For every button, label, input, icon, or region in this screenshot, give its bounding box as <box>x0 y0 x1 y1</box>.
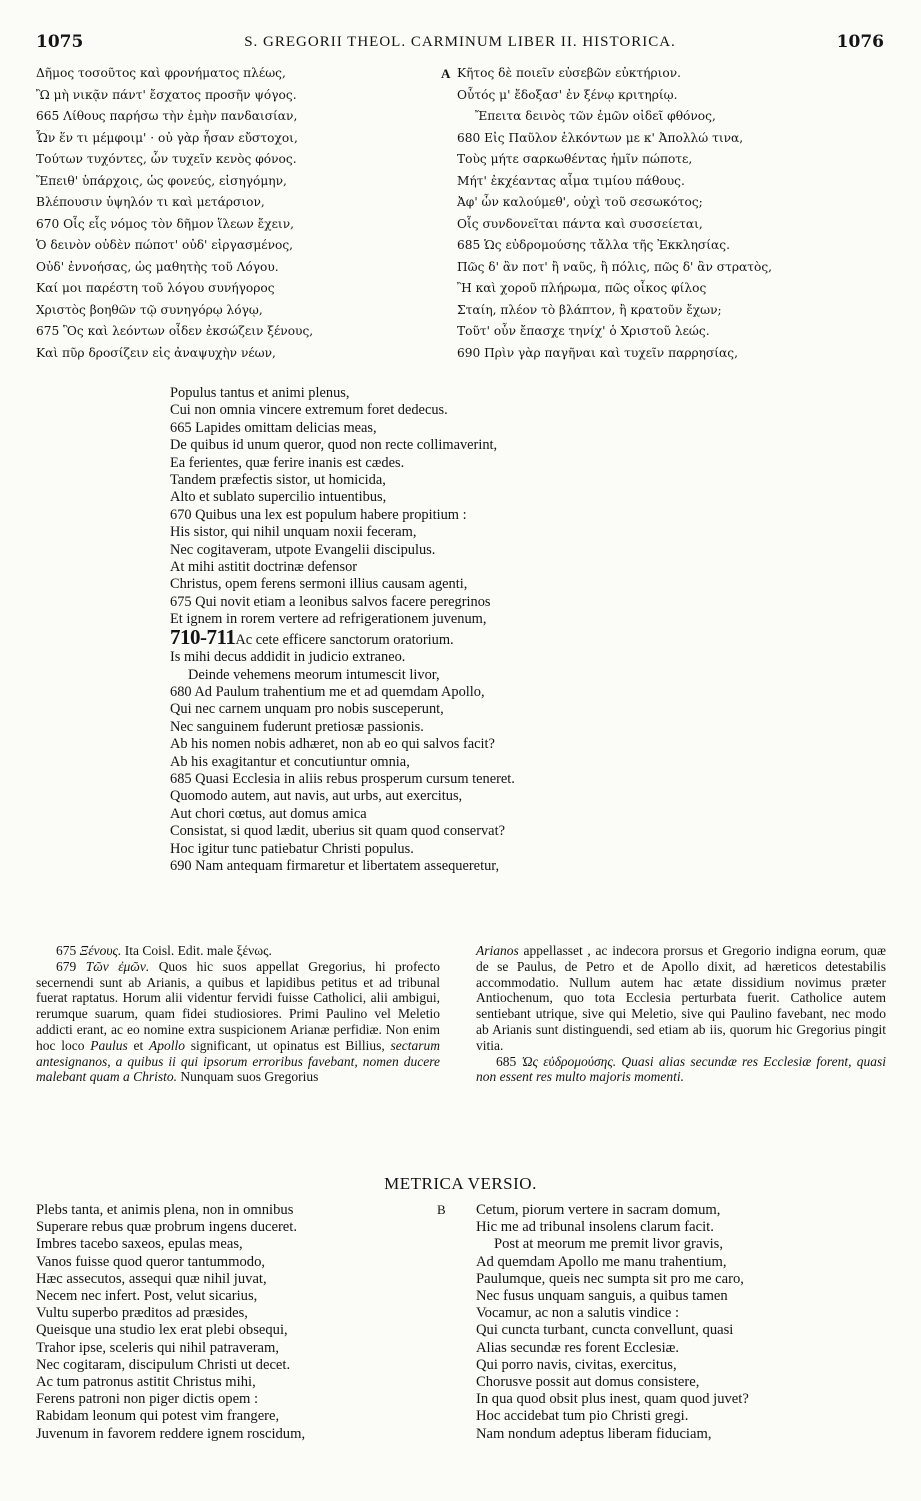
latin-line: Nec sanguinem fuderunt pretiosæ passionis. <box>170 718 424 735</box>
verse-line: Necem nec infert. Post, velut sicarius, <box>36 1288 258 1305</box>
verse-line: Qui cuncta turbant, cuncta convellunt, quasi <box>476 1322 734 1339</box>
latin-line: Consistat, si quod lædit, uberius sit quam quod conservat? <box>170 823 505 840</box>
greek-line: 665 Λίθους παρήσω τὴν ἐμὴν πανδαισίαν, <box>36 109 298 123</box>
latin-line: Is mihi decus addidit in judicio extraneo. <box>170 649 406 666</box>
verse-line: Chorusve possit aut domus consistere, <box>476 1374 700 1391</box>
latin-line: 675 Qui novit etiam a leonibus salvos facere peregrinos <box>170 593 491 610</box>
latin-line: Christus, opem ferens sermoni illius causam agenti, <box>170 576 468 593</box>
latin-line: Hoc igitur tunc patiebatur Christi populus. <box>170 840 414 857</box>
greek-line: Τοὺς μήτε σαρκωθέντας ἡμῖν πώποτε, <box>457 152 693 166</box>
verse-line: Ad quemdam Apollo me manu trahentium, <box>476 1253 727 1270</box>
greek-line: Βλέπουσιν ὑψηλόν τι καὶ μετάρσιον, <box>36 195 265 209</box>
verse-line: Post at meorum me premit livor gravis, <box>494 1236 724 1253</box>
verse-line: Plebs tanta, et animis plena, non in omnibus <box>36 1202 294 1218</box>
greek-line: Μήτ' ἐκχέαντας αἷμα τιμίου πάθους. <box>457 173 685 188</box>
latin-line: 680 Ad Paulum trahentium me et ad quemdam Apollo, <box>170 683 485 700</box>
latin-line: Tandem præfectis sistor, ut homicida, <box>170 472 386 489</box>
verse-line: Cetum, piorum vertere in sacram domum, <box>476 1202 721 1218</box>
greek-line: 690 Πρὶν γὰρ παγῆναι καὶ τυχεῖν παρρησίας, <box>457 345 738 360</box>
section-title-metrica-versio: METRICA VERSIO. <box>384 1174 537 1193</box>
greek-line: Οὐδ' ἐννοήσας, ὡς μαθητὴς τοῦ Λόγου. <box>36 259 279 274</box>
verse-line: Qui porro navis, civitas, exercitus, <box>476 1356 677 1373</box>
verse-line: Hic me ad tribunal insolens clarum facit. <box>476 1219 714 1236</box>
latin-line: Populus tantus et animi plenus, <box>170 385 350 401</box>
greek-text-left-column <box>36 63 313 364</box>
verse-line: Vultu superbo præditos ad præsides, <box>36 1305 248 1322</box>
greek-line: Καί μοι παρέστη τοῦ λόγου συνήγορος <box>36 281 275 295</box>
greek-line: Ἔπειτα δεινὸς τῶν ἐμῶν οἰδεῖ φθόνος, <box>475 109 716 123</box>
margin-letter-a: A <box>441 66 451 81</box>
latin-line: 670 Quibus una lex est populum habere propitium : <box>170 506 467 523</box>
latin-line: Qui nec carnem unquam pro nobis susceperunt, <box>170 701 444 718</box>
verse-line: Vanos fuisse quod queror tantummodo, <box>36 1253 266 1270</box>
greek-line: Τούτων τυχόντες, ὧν τυχεῖν κενὸς φόνος. <box>36 152 297 166</box>
latin-line: At mihi astitit doctrinæ defensor <box>170 559 358 576</box>
page-number-left: 1075 <box>36 32 84 52</box>
verse-line: Imbres tacebo saxeos, epulas meas, <box>36 1236 243 1253</box>
verse-line: Queisque una studio lex erat plebi obsequi, <box>36 1322 288 1339</box>
greek-line: 675 Ὃς καὶ λεόντων οἶδεν ἐκσώζειν ξένους, <box>36 324 314 338</box>
verse-line: Hæc assecutos, assequi quæ nihil juvat, <box>36 1270 267 1287</box>
latin-line: His sistor, qui nihil unquam noxii feceram, <box>170 524 417 541</box>
greek-line: 685 Ὡς εὐδρομούσης τἄλλα τῆς Ἐκκλησίας. <box>457 238 730 252</box>
greek-line: Καὶ πῦρ δροσίζειν εἰς ἀναψυχὴν νέων, <box>36 345 276 360</box>
latin-line-with-column-number <box>170 624 515 649</box>
verse-line: Paulumque, queis nec sumpta sit pro me caro, <box>476 1270 744 1287</box>
latin-line: Cui non omnia vincere extremum foret dedecus. <box>170 402 448 419</box>
latin-line: 690 Nam antequam firmaretur et libertatem assequeretur, <box>170 857 500 874</box>
verse-line: Rabidam leonum qui potest vim frangere, <box>36 1408 280 1425</box>
greek-line: Ἔπειθ' ὑπάρχοις, ὡς φονεύς, εἰσηγόμην, <box>36 173 287 188</box>
verse-line: Alias secundæ res forent Ecclesiæ. <box>476 1339 680 1356</box>
running-title: S. GREGORII THEOL. CARMINUM LIBER II. HISTORICA. <box>244 34 676 50</box>
latin-line: Ab his nomen nobis adhæret, non ab eo qui salvos facit? <box>170 736 495 753</box>
greek-line: 670 Οἷς εἷς νόμος τὸν δῆμον ἵλεων ἔχειν, <box>36 216 294 231</box>
greek-line: Οἷς συνδονεῖται πάντα καὶ συσσείεται, <box>457 216 703 231</box>
greek-line: Δῆμος τοσοῦτος καὶ φρονήματος πλέως, <box>36 66 286 80</box>
latin-line: Ab his exagitantur et concutiuntur omnia, <box>170 753 410 770</box>
latin-line: Et ignem in rorem vertere ad refrigerationem juvenum, <box>170 611 487 628</box>
greek-line: Οὗτός μ' ἔδοξασ' ἐν ξένῳ κριτηρίῳ. <box>457 87 678 102</box>
greek-line: Ἢ καὶ χοροῦ πλήρωμα, πῶς οἶκος φίλος <box>457 281 707 295</box>
latin-line: Aut chori cœtus, aut domus amica <box>170 805 367 822</box>
latin-translation <box>170 385 515 875</box>
greek-line: Ὧν ἕν τι μέμφοιμ' · οὐ γὰρ ἦσαν εὔστοχοι, <box>36 130 298 145</box>
latin-line: Quomodo autem, aut navis, aut urbs, aut exercitus, <box>170 788 463 805</box>
latin-line: Ac cete efficere sanctorum oratorium. <box>235 631 454 648</box>
footnotes-left-column <box>36 943 440 1085</box>
page-number-right: 1076 <box>836 32 884 52</box>
verse-line: Nam nondum adeptus liberam fiduciam, <box>476 1425 712 1442</box>
latin-line: Alto et sublato supercilio intuentibus, <box>170 489 387 506</box>
greek-line: Σταίη, πλέον τὸ βλάπτον, ἢ κρατοῦν ἔχων; <box>457 302 722 317</box>
latin-line: De quibus id unum queror, quod non recte collimaverint, <box>170 437 498 454</box>
latin-line: Ea ferientes, quæ ferire inanis est cædes. <box>170 454 405 471</box>
verse-line: In qua quod obsit plus inest, quam quod juvet? <box>476 1391 749 1408</box>
metrical-version-left-column <box>36 1202 305 1443</box>
greek-line: 680 Εἰς Παῦλον ἑλκόντων με κ' Ἀπολλώ τινα, <box>457 130 744 145</box>
greek-line: Χριστὸς βοηθῶν τῷ συνηγόρῳ λόγῳ, <box>36 302 263 317</box>
footnote-675: 675 Ξένους. Ita Coisl. Edit. male ξένως. <box>56 943 272 958</box>
page-header <box>36 32 884 56</box>
verse-line: Ferens patroni non piger dictis opem : <box>36 1391 259 1408</box>
greek-line: Τοῦτ' οὖν ἔπασχε τηνίχ' ὁ Χριστοῦ λεώς. <box>457 324 710 338</box>
verse-line: Vocamur, ac non a salutis vindice : <box>476 1305 680 1322</box>
verse-line: Trahor ipse, sceleris qui nihil patraveram, <box>36 1339 280 1356</box>
verse-line: Ac tum patronus astitit Christus mihi, <box>36 1374 256 1391</box>
verse-line: Juvenum in favorem reddere ignem roscidum, <box>36 1425 306 1442</box>
latin-line: 665 Lapides omittam delicias meas, <box>170 419 377 436</box>
verse-line: Nec cogitaram, discipulum Christi ut decet. <box>36 1356 291 1373</box>
latin-line: Deinde vehemens meorum intumescit livor, <box>188 666 440 683</box>
latin-line: Nec cogitaveram, utpote Evangelii discipulus. <box>170 541 436 558</box>
footnote-679: 679 Τῶν ἐμῶν. Quos hic suos appellat Gregorius, hi profecto secernendi sunt ab Arianis, a quibus et lapidibus petitus et ad tribunal fuerat raptatus. Horum alii videntur fervidi fuisse Catholici, alii ambigui, rerumque suarum, quam fidei studiosiores. Primi Paulino vel Meletio addicti erant, ac eo nomine extra suspicionem Arianæ perfidiæ. Non enim hoc loco Paulus et Apollo significant, ut opinatus est Billius, sectarum antesignanos, a quibus ii qui ipsorum erroribus favebant, nomen ducere malebant quam a Christo. Nunquam suos Gregorius <box>36 958 441 1085</box>
greek-line: Ὁ δεινὸν οὐδὲν πώποτ' οὐδ' εἰργασμένος, <box>36 238 294 252</box>
verse-line: Nec fusus unquam sanguis, a quibus tamen <box>476 1288 728 1305</box>
footnote-679-continued: Arianos appellasset , ac indecora prorsus et Gregorio indigna eorum, quæ de se Paulus, de Petro et de Apollo dixit, ad hæreticos detestabilis accommodatio. Nullum autem hac ætate dissidium novimus præter Antiochenum, quo tota Ecclesia perturbata fuerit. Catholice autem sentiebant utrique, sive qui Meletio, sive qui Paulino favebant, nec modo ab Arianis sunt distinguendi, sed etiam ab iis, quorum hic Gregorius pingit vitia. <box>476 943 886 1053</box>
greek-line: Ἀφ' ὧν καλούμεθ', οὐχὶ τοῦ σεσωκότος; <box>457 195 703 209</box>
greek-text-right-column <box>441 63 907 364</box>
verse-line: Hoc accidebat tum pio Christi gregi. <box>476 1408 689 1425</box>
metrical-version-right-column <box>476 1202 749 1443</box>
footnote-685: 685 Ὡς εὐδρομούσης. Quasi alias secundæ res Ecclesiæ forent, quasi non essent res multo majoris momenti. <box>476 1053 887 1085</box>
greek-line: Ὢ μὴ νικᾷν πάντ' ἔσχατος προσῆν ψόγος. <box>36 87 297 102</box>
verse-line: Superare rebus quæ probrum ingens duceret. <box>36 1219 297 1236</box>
greek-line: Κῆτος δὲ ποιεῖν εὐσεβῶν εὐκτήριον. <box>457 66 682 80</box>
latin-line: 685 Quasi Ecclesia in aliis rebus prosperum cursum teneret. <box>170 770 515 787</box>
column-number: 710-711 <box>170 624 236 649</box>
greek-line: Πῶς δ' ἂν ποτ' ἢ ναῦς, ἢ πόλις, πῶς δ' ἂν στρατὸς, <box>457 259 773 274</box>
footnotes-right-column <box>476 943 886 1085</box>
margin-letter-b: B <box>437 1202 446 1217</box>
